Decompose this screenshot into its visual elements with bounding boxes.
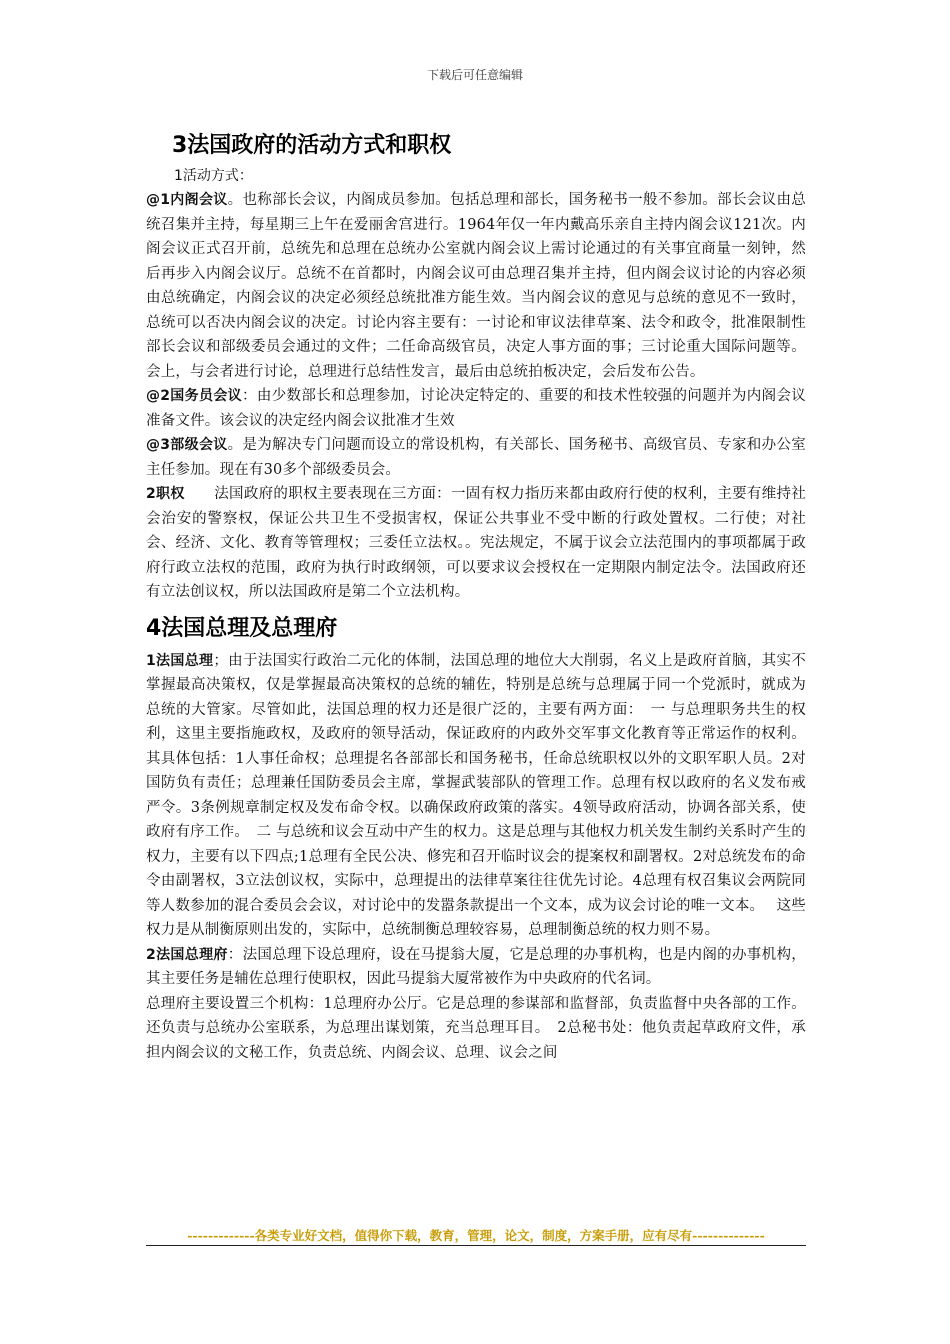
- paragraph-pm-office-structure: 总理府主要设置三个机构：1总理府办公厅。它是总理的参谋部和监督部，负责监督中央各部的工作。还负责与总统办公室联系，为总理出谋划策，充当总理耳目。 2总秘书处：他负责起草政府文件，承担内阁会议的文秘工作，负责总统、内阁会议、总理、议会之间: [146, 995, 806, 1061]
- paragraph-pm-office: [146, 943, 806, 992]
- paragraph-text: ：由少数部长和总理参加，讨论决定特定的、重要的和技术性较强的问题并为内阁会议准备文件。该会议的决定经内阁会议批准才生效: [146, 388, 806, 429]
- paragraph-state-council: [146, 384, 806, 433]
- paragraph-text: 法国政府的职权主要表现在三方面：一固有权力指历来都由政府行使的权利，主要有维持社会治安的警察权，保证公共卫生不受损害权，保证公共事业不受中断的行政处置权。二行使；对社会、经济、文化、教育等管理权；三委任立法权。。宪法规定，不属于议会立法范围内的事项都属于政府行政立法权的范围，政府为执行时政纲领，可以要求议会授权在一定期限内制定法令。法国政府还有立法创议权，所以法国政府是第二个立法机构。: [146, 486, 806, 600]
- section-4-title: 4法国总理及总理府: [146, 615, 338, 641]
- footer-divider: [146, 1245, 806, 1246]
- paragraph-prime-minister: [146, 649, 806, 943]
- document-body: [146, 128, 806, 1065]
- paragraph-lead: @3部级会议: [146, 437, 228, 453]
- paragraph-lead: 2法国总理府: [146, 946, 228, 963]
- paragraph-lead: 1法国总理: [146, 652, 214, 669]
- page-header-note: 下载后可任意编辑: [426, 68, 523, 82]
- paragraph-powers: [146, 482, 806, 605]
- section-3-subhead: 1活动方式：: [174, 168, 253, 184]
- paragraph-ministerial-meeting: [146, 433, 806, 482]
- paragraph-text: ：法国总理下设总理府，设在马提翁大厦，它是总理的办事机构，也是内阁的办事机构，其主要任务是辅佐总理行使职权，因此马提翁大厦常被作为中央政府的代名词。: [146, 946, 806, 987]
- section-3-title: 3法国政府的活动方式和职权: [172, 133, 452, 158]
- paragraph-text: 。是为解决专门问题而设立的常设机构，有关部长、国务秘书、高级官员、专家和办公室主任参加。现在有30多个部级委员会。: [146, 437, 807, 478]
- paragraph-text: 。也称部长会议，内阁成员参加。包括总理和部长，国务秘书一般不参加。部长会议由总统召集并主持，每星期三上午在爱丽舍宫进行。1964年仅一年内戴高乐亲自主持内阁会议121次。内阁会议正式召开前，总统先和总理在总统办公室就内阁会议上需讨论通过的有关事宜商量一刻钟，然后再步入内阁会议厅。总统不在首都时，内阁会议可由总理召集并主持，但内阁会议讨论的内容必须由总统确定，内阁会议的决定必须经总统批准方能生效。当内阁会议的意见与总统的意见不一致时，总统可以否决内阁会议的决定。讨论内容主要有：一讨论和审议法律草案、法令和政令，批准限制性部长会议和部级委员会通过的文件；二任命高级官员，决定人事方面的事；三讨论重大国际问题等。会上，与会者进行讨论，总理进行总结性发言，最后由总统拍板决定，会后发布公告。: [146, 192, 807, 380]
- page-footer-note: -------------各类专业好文档，值得你下载，教育，管理，论文，制度，方案手册，应有尽有--------------: [187, 1228, 765, 1243]
- paragraph-lead: @1内阁会议: [146, 192, 228, 208]
- paragraph-lead: @2国务员会议: [146, 388, 243, 404]
- paragraph-lead: 2职权: [146, 486, 185, 502]
- paragraph-text: ；由于法国实行政治二元化的体制，法国总理的地位大大削弱，名义上是政府首脑，其实不掌握最高决策权，仅是掌握最高决策权的总统的辅佐，特别是总统与总理属于同一个党派时，就成为总统的大管家。尽管如此，法国总理的权力还是很广泛的，主要有两方面： 一 与总理职务共生的权利，这里主要指施政权，及政府的领导活动，保证政府的内政外交军事文化教育等正常运作的权利。其具体包括：1人事任命权；总理提名各部部长和国务秘书，任命总统职权以外的文职军职人员。2对国防负有责任；总理兼任国防委员会主席，掌握武装部队的管理工作。总理有权以政府的名义发布戒严令。3条例规章制定权及发布命令权。以确保政府政策的落实。4领导政府活动，协调各部关系，使政府有序工作。 二 与总统和议会互动中产生的权力。这是总理与其他权力机关发生制约关系时产生的权力，主要有以下四点;1总理有全民公决、修宪和召开临时议会的提案权和副署权。2对总统发布的命令由副署权，3立法创议权，实际中，总理提出的法律草案往往优先讨论。4总理有权召集议会两院同等人数参加的混合委员会会议，对讨论中的发嚣条款提出一个文本，成为议会讨论的唯一文本。 这些权力是从制衡原则出发的，实际中，总统制衡总理较容易，总理制衡总统的权力则不易。: [146, 652, 806, 938]
- paragraph-cabinet-meeting: [146, 188, 806, 384]
